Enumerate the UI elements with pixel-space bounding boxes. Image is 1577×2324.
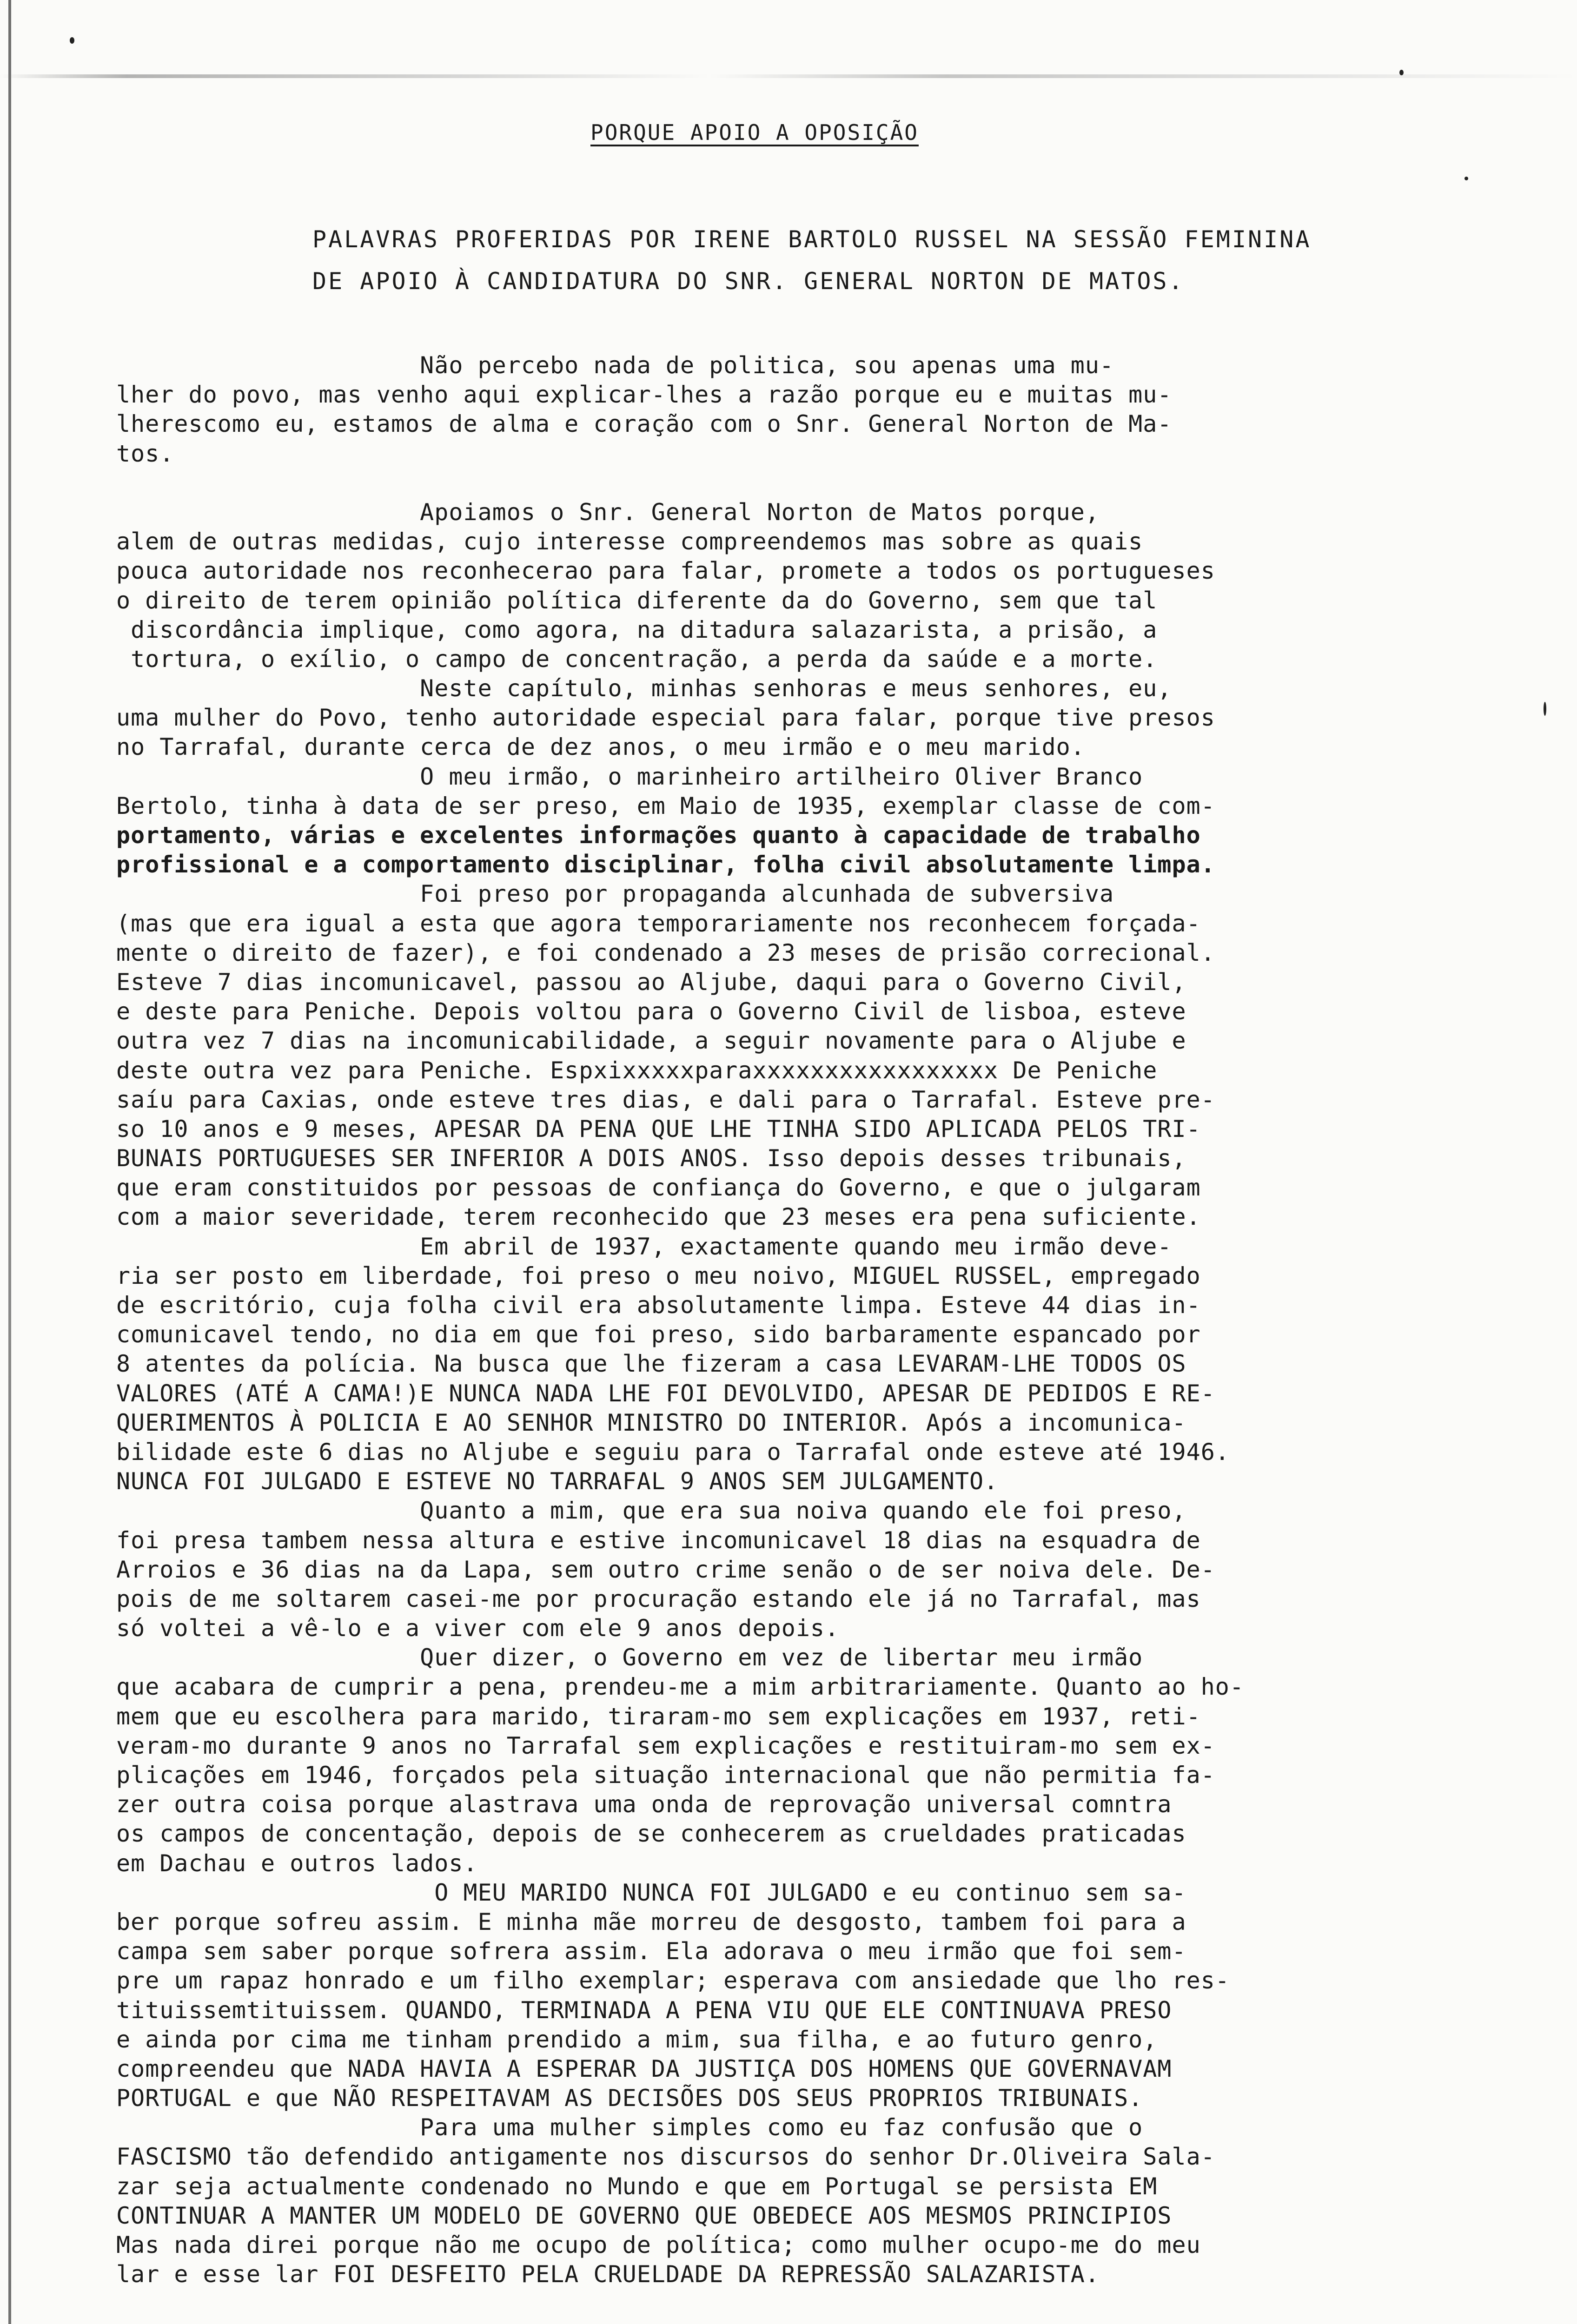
body-line: campa sem saber porque sofrera assim. Ela adorava o meu irmão que foi sem-: [116, 1938, 1186, 1965]
body-line: plicações em 1946, forçados pela situação internacional que não permitia fa-: [116, 1762, 1215, 1789]
body-line: lher do povo, mas venho aqui explicar-lhes a razão porque eu e muitas mu-: [116, 381, 1172, 409]
body-line: bilidade este 6 dias no Aljube e seguiu para o Tarrafal onde esteve até 1946.: [116, 1438, 1230, 1466]
body-line: ber porque sofreu assim. E minha mãe morreu de desgosto, tambem foi para a: [116, 1908, 1186, 1935]
body-line: tortura, o exílio, o campo de concentração, a perda da saúde e a morte.: [116, 645, 1158, 673]
body-line: CONTINUAR A MANTER UM MODELO DE GOVERNO QUE OBEDECE AOS MESMOS PRINCIPIOS: [116, 2202, 1172, 2229]
scan-edge-left: [8, 0, 11, 2324]
body-line: que eram constituidos por pessoas de confiança do Governo, e que o julgaram: [116, 1174, 1201, 1202]
body-line: portamento, várias e excelentes informações quanto à capacidade de trabalho: [116, 822, 1201, 849]
body-line: outra vez 7 dias na incomunicabilidade, a seguir novamente para o Aljube e: [116, 1027, 1186, 1055]
body-line: [116, 2289, 1534, 2318]
body-line: que acabara de cumprir a pena, prendeu-me a mim arbitrariamente. Quanto ao ho-: [116, 1673, 1244, 1701]
body-line: e ainda por cima me tinham prendido a mim, sua filha, e ao futuro genro,: [116, 2026, 1158, 2053]
body-line: mem que eu escolhera para marido, tiraram-mo sem explicações em 1937, reti-: [116, 1703, 1201, 1730]
body-line: Neste capítulo, minhas senhoras e meus senhores, eu,: [116, 675, 1172, 702]
scan-speck: [70, 37, 74, 44]
document-title: PORQUE APOIO A OPOSIÇÃO: [590, 120, 919, 145]
body-line: Bertolo, tinha à data de ser preso, em Maio de 1935, exemplar classe de com-: [116, 792, 1215, 819]
body-line: tos.: [116, 440, 174, 467]
subtitle-line: DE APOIO À CANDIDATURA DO SNR. GENERAL NORTON DE MATOS.: [312, 268, 1185, 295]
body-line: mente o direito de fazer), e foi condenado a 23 meses de prisão correcional.: [116, 939, 1215, 966]
body-line: o direito de terem opinião política diferente da do Governo, sem que tal: [116, 587, 1158, 614]
body-line: foi presa tambem nessa altura e estive incomunicavel 18 dias na esquadra de: [116, 1526, 1201, 1554]
body-line: profissional e a comportamento disciplinar, folha civil absolutamente limpa.: [116, 851, 1215, 878]
body-line: Em abril de 1937, exactamente quando meu irmão deve-: [116, 1233, 1172, 1260]
body-line: ria ser posto em liberdade, foi preso o meu noivo, MIGUEL RUSSEL, empregado: [116, 1262, 1201, 1289]
body-line: Para uma mulher simples como eu faz confusão que o: [116, 2114, 1143, 2141]
scan-speck: [1544, 702, 1546, 716]
body-line: deste outra vez para Peniche. Espxixxxxxparaxxxxxxxxxxxxxxxxx De Peniche: [116, 1056, 1158, 1084]
speech-body: [116, 351, 1534, 2319]
scan-speck: [1464, 177, 1468, 180]
body-line: discordância implique, como agora, na ditadura salazarista, a prisão, a: [116, 616, 1158, 643]
body-line: VALORES (ATÉ A CAMA!)E NUNCA NADA LHE FOI DEVOLVIDO, APESAR DE PEDIDOS E RE-: [116, 1380, 1215, 1407]
body-line: PORTUGAL e que NÃO RESPEITAVAM AS DECISÕES DOS SEUS PROPRIOS TRIBUNAIS.: [116, 2085, 1143, 2112]
body-line: Mas nada direi porque não me ocupo de política; como mulher ocupo-me do meu: [116, 2232, 1201, 2258]
body-line: lar e esse lar FOI DESFEITO PELA CRUELDADE DA REPRESSÃO SALAZARISTA.: [116, 2261, 1100, 2288]
body-line: os campos de concentação, depois de se conhecerem as crueldades praticadas: [116, 1820, 1186, 1848]
body-line: Esteve 7 dias incomunicavel, passou ao Aljube, daqui para o Governo Civil,: [116, 968, 1186, 996]
body-line: 8 atentes da polícia. Na busca que lhe fizeram a casa LEVARAM-LHE TODOS OS: [116, 1350, 1186, 1378]
body-line: pois de me soltarem casei-me por procuração estando ele já no Tarrafal, mas: [116, 1585, 1201, 1612]
body-line: pouca autoridade nos reconhecerao para falar, promete a todos os portugueses: [116, 557, 1215, 585]
scan-edge-top: [0, 74, 1577, 78]
body-line: e deste para Peniche. Depois voltou para o Governo Civil de lisboa, esteve: [116, 998, 1186, 1025]
body-line: O MEU MARIDO NUNCA FOI JULGADO e eu continuo sem sa-: [116, 1879, 1186, 1906]
body-line: Quanto a mim, que era sua noiva quando ele foi preso,: [116, 1497, 1186, 1525]
body-line: Apoiamos o Snr. General Norton de Matos porque,: [116, 498, 1100, 526]
body-line: pre um rapaz honrado e um filho exemplar; esperava com ansiedade que lho res-: [116, 1967, 1230, 1994]
body-line: (mas que era igual a esta que agora temporariamente nos reconhecem forçada-: [116, 910, 1201, 937]
body-line: de escritório, cuja folha civil era absolutamente limpa. Esteve 44 dias in-: [116, 1292, 1201, 1319]
body-line: veram-mo durante 9 anos no Tarrafal sem explicações e restituiram-mo sem ex-: [116, 1732, 1215, 1759]
body-line: zer outra coisa porque alastrava uma onda de reprovação universal comntra: [116, 1791, 1172, 1818]
body-line: uma mulher do Povo, tenho autoridade especial para falar, porque tive presos: [116, 704, 1215, 732]
scan-speck: [1399, 70, 1404, 75]
body-line: saíu para Caxias, onde esteve tres dias, e dali para o Tarrafal. Esteve pre-: [116, 1086, 1215, 1113]
body-line: só voltei a vê-lo e a viver com ele 9 anos depois.: [116, 1615, 840, 1642]
body-line: O meu irmão, o marinheiro artilheiro Oliver Branco: [116, 763, 1143, 790]
body-line: no Tarrafal, durante cerca de dez anos, o meu irmão e o meu marido.: [116, 733, 1085, 761]
body-line: comunicavel tendo, no dia em que foi preso, sido barbaramente espancado por: [116, 1321, 1201, 1348]
body-line: zar seja actualmente condenado no Mundo e que em Portugal se persista EM: [116, 2172, 1158, 2200]
body-line: BUNAIS PORTUGUESES SER INFERIOR A DOIS ANOS. Isso depois desses tribunais,: [116, 1145, 1186, 1172]
body-line: Não percebo nada de politica, sou apenas uma mu-: [116, 352, 1114, 379]
body-line: so 10 anos e 9 meses, APESAR DA PENA QUE LHE TINHA SIDO APLICADA PELOS TRI-: [116, 1115, 1201, 1142]
body-line: tituissemtituissem. QUANDO, TERMINADA A PENA VIU QUE ELE CONTINUAVA PRESO: [116, 1996, 1172, 2024]
body-line: em Dachau e outros lados.: [116, 1849, 478, 1877]
body-line: lherescomo eu, estamos de alma e coração com o Snr. General Norton de Ma-: [116, 410, 1172, 438]
body-line: Quer dizer, o Governo em vez de libertar meu irmão: [116, 1644, 1143, 1671]
body-line: [116, 469, 1534, 498]
body-line: FASCISMO tão defendido antigamente nos discursos do senhor Dr.Oliveira Sala-: [116, 2143, 1215, 2171]
subtitle-line: PALAVRAS PROFERIDAS POR IRENE BARTOLO RUSSEL NA SESSÃO FEMININA: [312, 226, 1312, 253]
body-line: NUNCA FOI JULGADO E ESTEVE NO TARRAFAL 9 ANOS SEM JULGAMENTO.: [116, 1468, 999, 1495]
body-line: alem de outras medidas, cujo interesse compreendemos mas sobre as quais: [116, 528, 1143, 555]
body-line: Arroios e 36 dias na da Lapa, sem outro crime senão o de ser noiva dele. De-: [116, 1556, 1215, 1583]
body-line: com a maior severidade, terem reconhecido que 23 meses era pena suficiente.: [116, 1203, 1201, 1231]
body-line: QUERIMENTOS À POLICIA E AO SENHOR MINISTRO DO INTERIOR. Após a incomunica-: [116, 1409, 1186, 1436]
body-line: compreendeu que NADA HAVIA A ESPERAR DA JUSTIÇA DOS HOMENS QUE GOVERNAVAM: [116, 2055, 1172, 2082]
document-subtitle: [312, 218, 1503, 302]
body-line: Foi preso por propaganda alcunhada de subversiva: [116, 880, 1114, 908]
